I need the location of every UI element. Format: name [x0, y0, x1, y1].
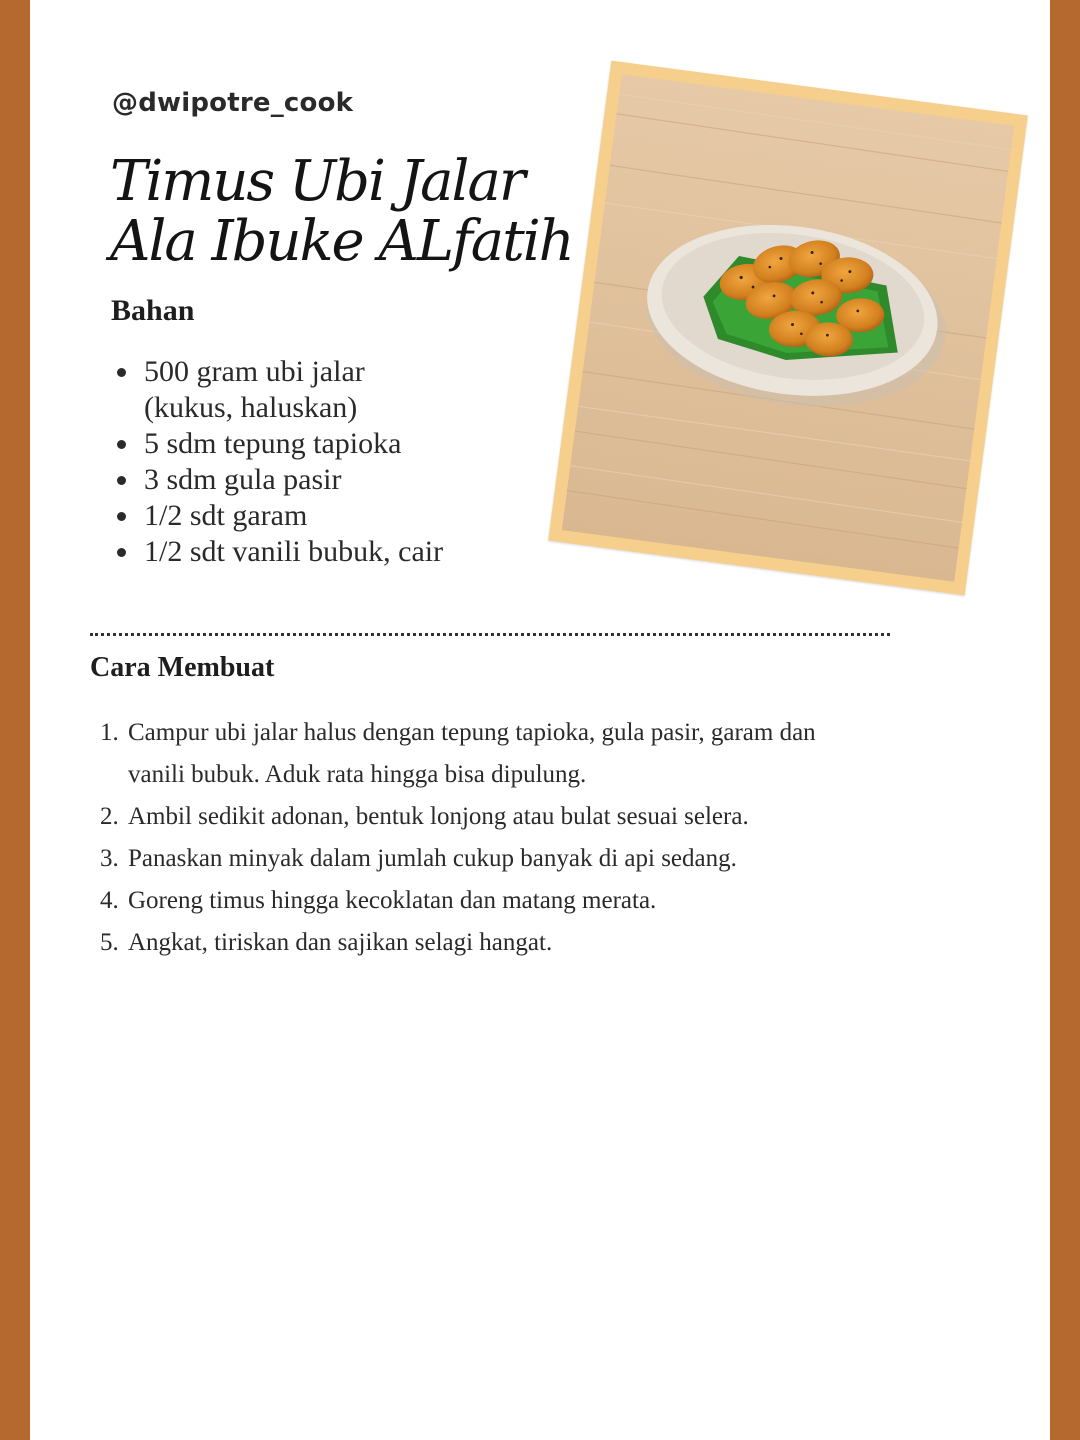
step-text: Goreng timus hingga kecoklatan dan matang merata. [128, 887, 657, 914]
step-number: 3. [100, 845, 119, 872]
step-number: 1. [100, 719, 119, 746]
ingredient-item: 1/2 sdt garam [114, 498, 454, 534]
ingredient-item: 500 gram ubi jalar (kukus, haluskan) [114, 354, 454, 426]
step-number: 2. [100, 803, 119, 830]
ingredients-list [114, 354, 454, 570]
ingredient-item: 5 sdm tepung tapioka [114, 426, 454, 462]
step-item [100, 796, 860, 838]
step-text: Campur ubi jalar halus dengan tepung tapioka, gula pasir, garam dan vanili bubuk. Aduk rata hingga bisa dipulung. [128, 719, 816, 788]
step-text: Angkat, tiriskan dan sajikan selagi hangat. [128, 929, 553, 956]
step-item [100, 922, 860, 964]
ingredients-heading: Bahan [111, 294, 195, 327]
steps-heading: Cara Membuat [90, 652, 275, 683]
author-handle: @dwipotre_cook [112, 88, 354, 118]
steps-list [100, 712, 860, 964]
section-divider [90, 633, 890, 636]
recipe-card [30, 0, 1050, 1440]
step-text: Panaskan minyak dalam jumlah cukup banyak di api sedang. [128, 845, 737, 872]
ingredient-item: 3 sdm gula pasir [114, 462, 454, 498]
fried-timus-plate-illustration [562, 74, 1015, 582]
step-number: 4. [100, 887, 119, 914]
ingredient-item: 1/2 sdt vanili bubuk, cair [114, 534, 454, 570]
recipe-title-line-1: Timus Ubi Jalar [110, 149, 524, 214]
food-photo [562, 74, 1015, 582]
step-text: Ambil sedikit adonan, bentuk lonjong atau bulat sesuai selera. [128, 803, 749, 830]
step-number: 5. [100, 929, 119, 956]
step-item [100, 880, 860, 922]
step-item [100, 712, 860, 796]
step-item [100, 838, 860, 880]
recipe-title-line-2: Ala Ibuke ALfatih [110, 209, 573, 274]
food-photo-frame [548, 61, 1028, 596]
recipe-title [110, 149, 573, 274]
